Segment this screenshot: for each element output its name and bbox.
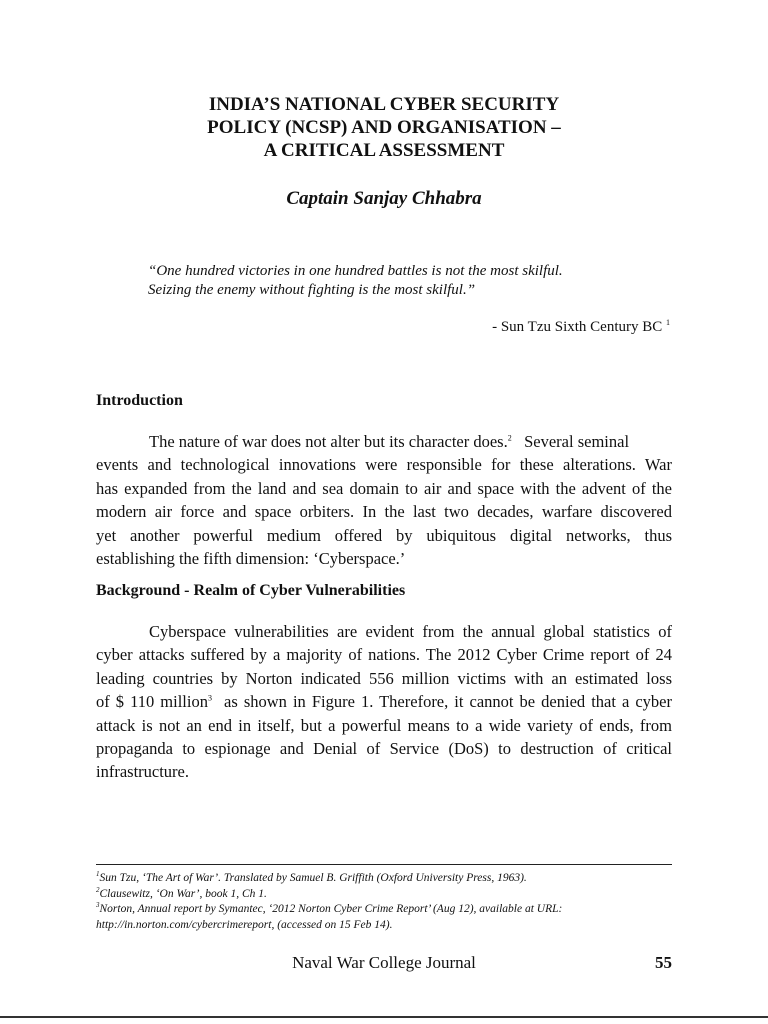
title-line-3: A CRITICAL ASSESSMENT [263,140,505,161]
bg-line-1: Cyberspace vulnerabilities are evident from the annual global statistics of [149,622,672,641]
bg-line-4-text: of $ 110 million [96,692,208,712]
epigraph-line-1: “One hundred victories in one hundred battles is not the most skilful. [148,263,563,279]
footnote-2-text: Clausewitz, ‘On War’, book 1, Ch 1. [99,887,267,900]
footnote-3-number: 3 [96,901,100,910]
title-line-1: INDIA’S NATIONAL CYBER SECURITY [208,94,560,115]
epigraph-line-2: Seizing the enemy without fighting is the most skilful.” [148,282,476,298]
footnote-3-text: Norton, Annual report by Symantec, ‘2012 Norton Cyber Crime Report’ (Aug 12), available at URL: [99,903,563,915]
section-heading-background: Background - Realm of Cyber Vulnerabilities [96,582,406,599]
intro-line-4: modern air force and space orbiters. In the last two decades, warfare discovered [96,502,672,522]
footnote-ref-2[interactable]: 2 [507,433,512,443]
page-bottom-edge [0,1016,768,1018]
footnote-2-number: 2 [96,885,100,894]
author-name: Captain Sanjay Chhabra [286,188,482,209]
bg-line-2: cyber attacks suffered by a majority of nations. The 2012 Cyber Crime report of 24 [96,645,672,665]
bg-line-4 [96,690,672,713]
page-number: 55 [655,953,672,972]
footnote-2 [96,887,672,903]
footnote-1 [96,871,672,887]
bg-line-5: attack is not an end in itself, but a powerful means to a wide variety of ends, from [96,715,672,735]
intro-line-1-text: The nature of war does not alter but its character does. [149,432,508,451]
intro-line-3: has expanded from the land and sea domain to air and space with the advent of the [96,478,672,498]
footnote-ref-1[interactable]: 1 [666,318,670,327]
bg-line-4-tail: as shown in Figure 1. Therefore, it cannot be denied that a cyber [224,692,672,712]
intro-line-1 [96,430,672,453]
article-title [96,93,672,162]
epigraph-attribution [492,318,670,337]
footnote-1-number: 1 [96,870,100,879]
title-line-2: POLICY (NCSP) AND ORGANISATION – [207,117,561,138]
journal-name: Naval War College Journal [292,953,476,972]
attribution-text: - Sun Tzu Sixth Century BC [492,319,663,335]
footnotes [96,871,672,933]
intro-line-6: establishing the fifth dimension: ‘Cyberspace.’ [96,549,406,569]
epigraph-quote [148,262,672,300]
footnote-3-url[interactable]: http://in.norton.com/cybercrimereport, (accessed on 15 Feb 14). [96,918,393,931]
footnote-3 [96,902,672,918]
section-heading-introduction: Introduction [96,392,183,409]
intro-line-2: events and technological innovations were responsible for these alterations. War [96,455,672,475]
footnote-ref-3[interactable]: 3 [207,693,212,703]
background-paragraph [96,620,672,784]
bg-line-3: leading countries by Norton indicated 556 million victims with an estimated loss [96,668,672,688]
intro-line-5: yet another powerful medium offered by ubiquitous digital networks, thus [96,525,672,545]
footnote-3-url-line[interactable] [96,918,672,934]
footnote-divider [96,864,672,865]
bg-line-6: propaganda to espionage and Denial of Service (DoS) to destruction of critical [96,739,672,759]
introduction-paragraph [96,430,672,570]
bg-line-7: infrastructure. [96,762,189,782]
footnote-1-text: Sun Tzu, ‘The Art of War’. Translated by Samuel B. Griffith (Oxford University Press, 1963). [99,872,527,884]
intro-line-1-tail: Several seminal [524,432,630,451]
